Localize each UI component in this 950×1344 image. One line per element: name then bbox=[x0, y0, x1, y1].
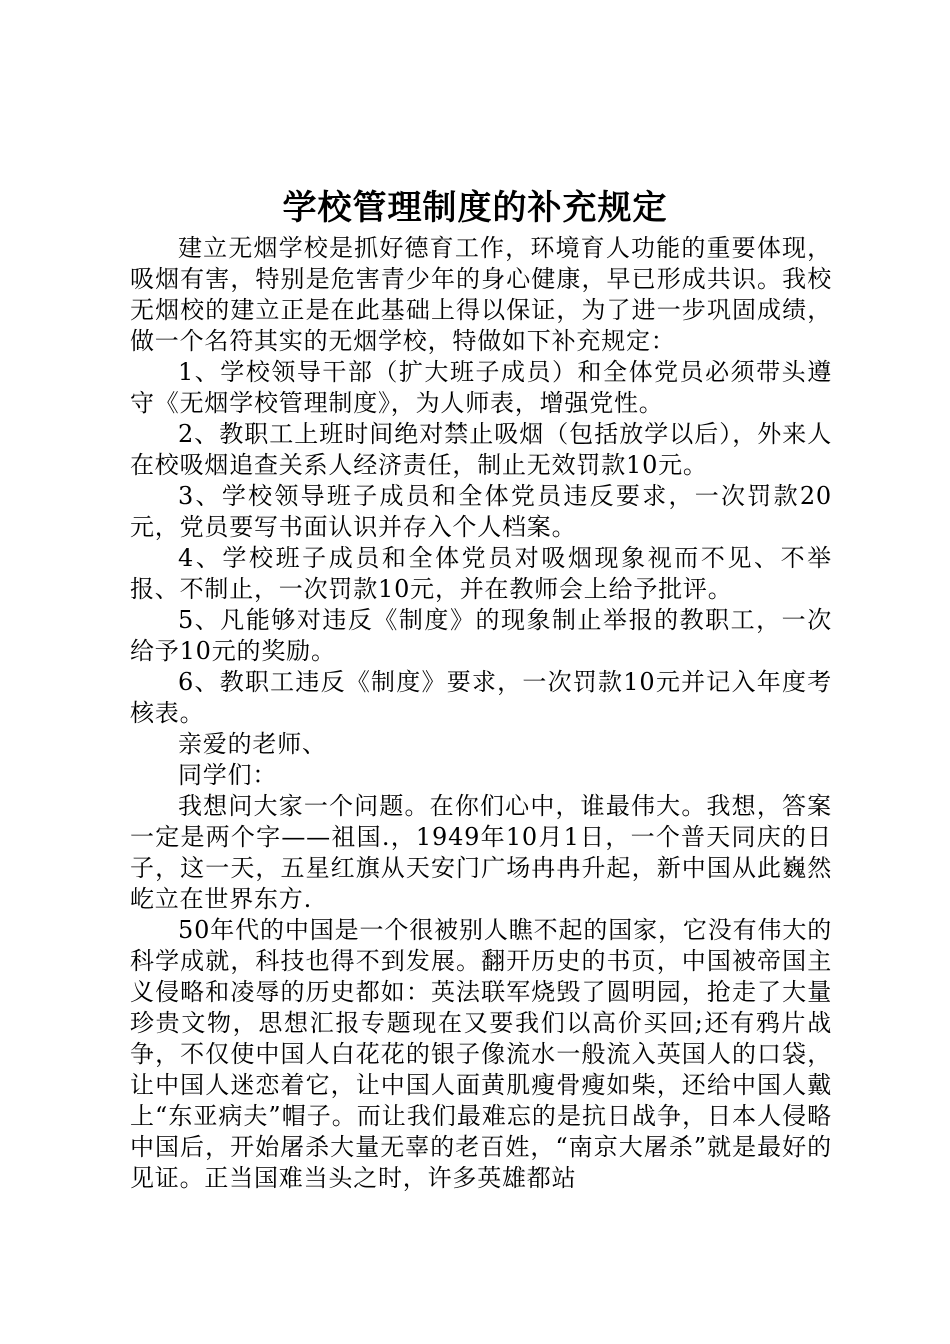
speech-paragraph-2: 50年代的中国是一个很被别人瞧不起的国家，它没有伟大的科学成就，科技也得不到发展。翻开历史的书页，中国被帝国主义侵略和凌辱的历史都如：英法联军烧毁了圆明园，抢走了大量珍贵文物，思想汇报专题现在又要我们以高价买回;还有鸦片战争，不仅使中国人白花花的银子像流水一般流入英国人的口袋，让中国人迷恋着它，让中国人面黄肌瘦骨瘦如柴，还给中国人戴上“东亚病夫”帽子。而让我们最难忘的是抗日战争，日本人侵略中国后，开始屠杀大量无辜的老百姓，“南京大屠杀”就是最好的见证。正当国难当头之时，许多英雄都站 bbox=[130, 916, 832, 1192]
rule-item-5: 5、凡能够对违反《制度》的现象制止举报的教职工，一次给予10元的奖励。 bbox=[130, 606, 832, 665]
document-body bbox=[130, 233, 832, 1194]
rule-item-1: 1、学校领导干部（扩大班子成员）和全体党员必须带头遵守《无烟学校管理制度》，为人师表，增强党性。 bbox=[130, 358, 832, 417]
salutation-line-2: 同学们： bbox=[178, 761, 278, 789]
speech-paragraph-1: 我想问大家一个问题。在你们心中，谁最伟大。我想，答案一定是两个字——祖国.，1949年10月1日，一个普天同庆的日子，这一天，五星红旗从天安门广场冉冉升起，新中国从此巍然屹立在世界东方. bbox=[130, 792, 832, 913]
salutation-line-1: 亲爱的老师、 bbox=[178, 730, 327, 758]
intro-paragraph: 建立无烟学校是抓好德育工作，环境育人功能的重要体现，吸烟有害，特别是危害青少年的身心健康，早已形成共识。我校无烟校的建立正是在此基础上得以保证，为了进一步巩固成绩，做一个名符其实的无烟学校，特做如下补充规定： bbox=[130, 234, 832, 355]
rule-item-4: 4、学校班子成员和全体党员对吸烟现象视而不见、不举报、不制止，一次罚款10元，并在教师会上给予批评。 bbox=[130, 544, 832, 603]
rule-item-6: 6、教职工违反《制度》要求，一次罚款10元并记入年度考核表。 bbox=[130, 668, 832, 727]
rule-item-3: 3、学校领导班子成员和全体党员违反要求，一次罚款20元，党员要写书面认识并存入个人档案。 bbox=[130, 482, 832, 541]
document-title: 学校管理制度的补充规定 bbox=[282, 188, 668, 228]
rule-item-2: 2、教职工上班时间绝对禁止吸烟（包括放学以后），外来人在校吸烟追查关系人经济责任，制止无效罚款10元。 bbox=[130, 420, 832, 479]
